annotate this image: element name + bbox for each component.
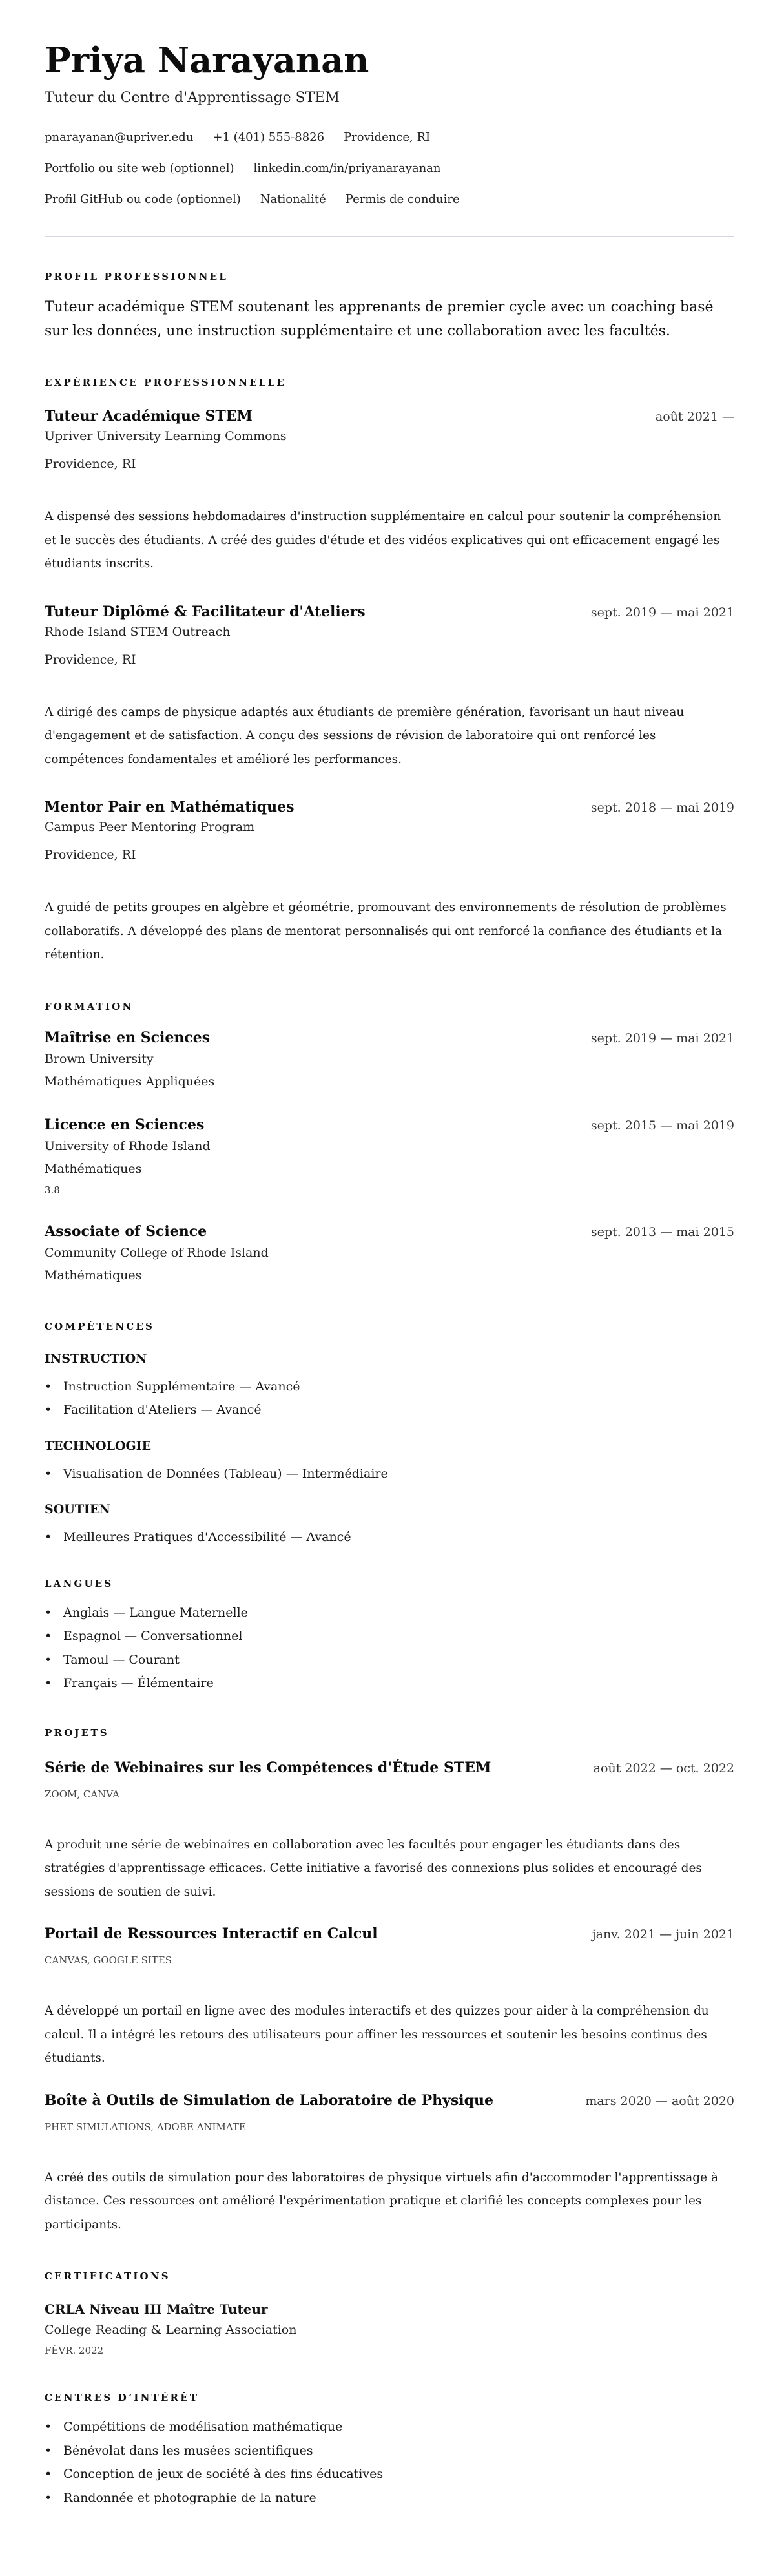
certification-item [45, 2299, 734, 2360]
job-title: Tuteur Académique STEM [45, 408, 253, 424]
language-item: • Français — Élémentaire [45, 1671, 734, 1695]
entry-header [45, 797, 734, 817]
skill-group-title: SOUTIEN [45, 1502, 110, 1516]
date-range: sept. 2019 — mai 2021 [590, 1031, 734, 1045]
language-item: • Tamoul — Courant [45, 1648, 734, 1672]
phone-number: +1 (401) 555-8826 [212, 131, 325, 144]
job-title: Tuteur Diplômé & Facilitateur d'Ateliers [45, 603, 366, 620]
section-heading: PROJETS [45, 1726, 109, 1739]
project-tech: ZOOM, CANVA [45, 1788, 119, 1800]
interests-section [45, 2391, 734, 2509]
section-heading: CERTIFICATIONS [45, 2270, 170, 2282]
entry-header [45, 602, 734, 622]
contact-row [45, 184, 734, 215]
experience-item [45, 406, 734, 576]
entry-header [45, 406, 734, 426]
skill-item: • Visualisation de Données (Tableau) — Intermédiaire [45, 1462, 734, 1486]
skill-list [45, 1525, 734, 1549]
skill-group [45, 1501, 734, 1549]
driving-license: Permis de conduire [345, 193, 460, 206]
skill-item: • Instruction Supplémentaire — Avancé [45, 1375, 734, 1399]
certification-date: FÉVR. 2022 [45, 2345, 104, 2356]
email-link[interactable]: pnarayanan@upriver.edu [45, 131, 194, 144]
company-name: Rhode Island STEM Outreach [45, 624, 231, 639]
languages-section [45, 1577, 734, 1695]
project-title: Portail de Ressources Interactif en Calcul [45, 1925, 378, 1942]
project-item [45, 1924, 734, 2071]
section-heading: PROFIL PROFESSIONNEL [45, 271, 228, 282]
section-heading: COMPÉTENCES [45, 1320, 155, 1332]
degree-title: Licence en Sciences [45, 1116, 205, 1133]
section-heading: CENTRES D’INTÉRÊT [45, 2392, 200, 2403]
project-tech: PHET SIMULATIONS, ADOBE ANIMATE [45, 2120, 246, 2133]
degree-title: Associate of Science [45, 1222, 207, 1240]
languages-list [45, 1601, 734, 1695]
entry-header [45, 1028, 734, 1048]
entry-header [45, 1222, 734, 1242]
field-of-study: Mathématiques [45, 1161, 142, 1176]
education-section [45, 1000, 734, 1287]
date-range: août 2021 — [655, 410, 734, 424]
school-name: Community College of Rhode Island [45, 1245, 269, 1260]
portfolio-link[interactable]: Portfolio ou site web (optionnel) [45, 162, 234, 175]
skill-group-title: INSTRUCTION [45, 1351, 147, 1366]
certifications-section [45, 2270, 734, 2360]
interest-item: • Randonnée et photographie de la nature [45, 2486, 734, 2510]
company-name: Campus Peer Mentoring Program [45, 820, 255, 834]
field-of-study: Mathématiques Appliquées [45, 1074, 215, 1089]
candidate-name: Priya Narayanan [45, 39, 369, 81]
project-description: A produit une série de webinaires en collaboration avec les facultés pour engager les étudiants dans des stratégies d'apprentissage efficaces. Cette initiative a favorisé des connexions plus solides et encouragé des sessions de soutien de suivi. [45, 1838, 702, 1899]
contact-row [45, 122, 734, 153]
projects-section [45, 1726, 734, 2237]
degree-title: Maîtrise en Sciences [45, 1029, 211, 1046]
interest-item: • Conception de jeux de société à des fins éducatives [45, 2462, 734, 2486]
github-link[interactable]: Profil GitHub ou code (optionnel) [45, 193, 241, 206]
date-range: sept. 2019 — mai 2021 [590, 605, 734, 620]
project-item [45, 1758, 734, 1905]
experience-item [45, 797, 734, 967]
project-description: A créé des outils de simulation pour des laboratoires de physique virtuels afin d'accommoder l'apprentissage à distance. Ces ressources ont amélioré l'expérimentation pratique et clarifié les concepts complexes pour les participants. [45, 2170, 718, 2232]
date-range: sept. 2018 — mai 2019 [590, 801, 734, 815]
job-title: Mentor Pair en Mathématiques [45, 799, 294, 815]
date-range: janv. 2021 — juin 2021 [592, 1927, 734, 1942]
candidate-title: Tuteur du Centre d'Apprentissage STEM [45, 90, 340, 106]
linkedin-link[interactable]: linkedin.com/in/priyanarayanan [253, 162, 441, 175]
skill-group [45, 1438, 734, 1486]
location: Providence, RI [344, 131, 431, 144]
certification-name: CRLA Niveau III Maître Tuteur [45, 2301, 268, 2317]
section-heading: EXPÉRIENCE PROFESSIONNELLE [45, 377, 286, 388]
skills-section [45, 1320, 734, 1549]
job-location: Providence, RI [45, 457, 136, 471]
nationality: Nationalité [260, 193, 326, 206]
contact-row [45, 153, 734, 184]
certification-issuer: College Reading & Learning Association [45, 2323, 297, 2337]
project-tech: CANVAS, GOOGLE SITES [45, 1954, 172, 1966]
date-range: sept. 2013 — mai 2015 [590, 1224, 734, 1239]
experience-section [45, 376, 734, 967]
profile-section [45, 270, 734, 343]
profile-summary: Tuteur académique STEM soutenant les apprenants de premier cycle avec un coaching basé sur les données, une instruction supplémentaire et une collaboration avec les facultés. [45, 299, 714, 339]
date-range: sept. 2015 — mai 2019 [590, 1118, 734, 1133]
skill-list [45, 1462, 734, 1486]
job-description: A dirigé des camps de physique adaptés aux étudiants de première génération, favorisant un haut niveau d'engagement et de satisfaction. A conçu des sessions de révision de laboratoire qui ont renforcé les compétences fondamentales et amélioré les performances. [45, 705, 685, 766]
entry-header [45, 1115, 734, 1135]
skill-item: • Meilleures Pratiques d'Accessibilité — Avancé [45, 1525, 734, 1549]
interest-item: • Bénévolat dans les musées scientifiques [45, 2439, 734, 2463]
entry-header [45, 1924, 734, 1944]
project-title: Boîte à Outils de Simulation de Laboratoire de Physique [45, 2091, 494, 2109]
section-heading: FORMATION [45, 1000, 134, 1012]
interests-list [45, 2415, 734, 2509]
company-name: Upriver University Learning Commons [45, 429, 287, 443]
field-of-study: Mathématiques [45, 1268, 142, 1283]
entry-header [45, 2091, 734, 2111]
interest-item: • Compétitions de modélisation mathématique [45, 2415, 734, 2439]
education-item [45, 1222, 734, 1287]
job-location: Providence, RI [45, 652, 136, 667]
date-range: août 2022 — oct. 2022 [593, 1761, 734, 1775]
job-location: Providence, RI [45, 848, 136, 862]
project-title: Série de Webinaires sur les Compétences d'Étude STEM [45, 1759, 491, 1776]
skill-group-title: TECHNOLOGIE [45, 1438, 152, 1453]
school-name: University of Rhode Island [45, 1138, 211, 1153]
skill-item: • Facilitation d'Ateliers — Avancé [45, 1398, 734, 1422]
education-item [45, 1115, 734, 1200]
experience-item [45, 602, 734, 772]
section-heading: LANGUES [45, 1577, 114, 1589]
skill-list [45, 1375, 734, 1422]
project-item [45, 2091, 734, 2237]
school-name: Brown University [45, 1051, 154, 1066]
education-item [45, 1028, 734, 1093]
resume-header [45, 39, 734, 215]
header-divider [45, 236, 734, 237]
skill-group [45, 1350, 734, 1422]
language-item: • Anglais — Langue Maternelle [45, 1601, 734, 1625]
contact-info [45, 122, 734, 215]
date-range: mars 2020 — août 2020 [585, 2093, 734, 2108]
entry-header [45, 1758, 734, 1778]
job-description: A guidé de petits groupes en algèbre et géométrie, promouvant des environnements de résolution de problèmes collaboratifs. A développé des plans de mentorat personnalisés qui ont renforcé la confiance des étudiants et la rétention. [45, 901, 727, 961]
language-item: • Espagnol — Conversationnel [45, 1624, 734, 1648]
job-description: A dispensé des sessions hebdomadaires d'instruction supplémentaire en calcul pour soutenir la compréhension et le succès des étudiants. A créé des guides d'étude et des vidéos explicatives qui ont efficacement engagé les étudiants inscrits. [45, 510, 721, 571]
project-description: A développé un portail en ligne avec des modules interactifs et des quizzes pour aider à la compréhension du calcul. Il a intégré les retours des utilisateurs pour affiner les ressources et soutenir les besoins continus des étudiants. [45, 2004, 709, 2065]
gpa: 3.8 [45, 1184, 60, 1196]
